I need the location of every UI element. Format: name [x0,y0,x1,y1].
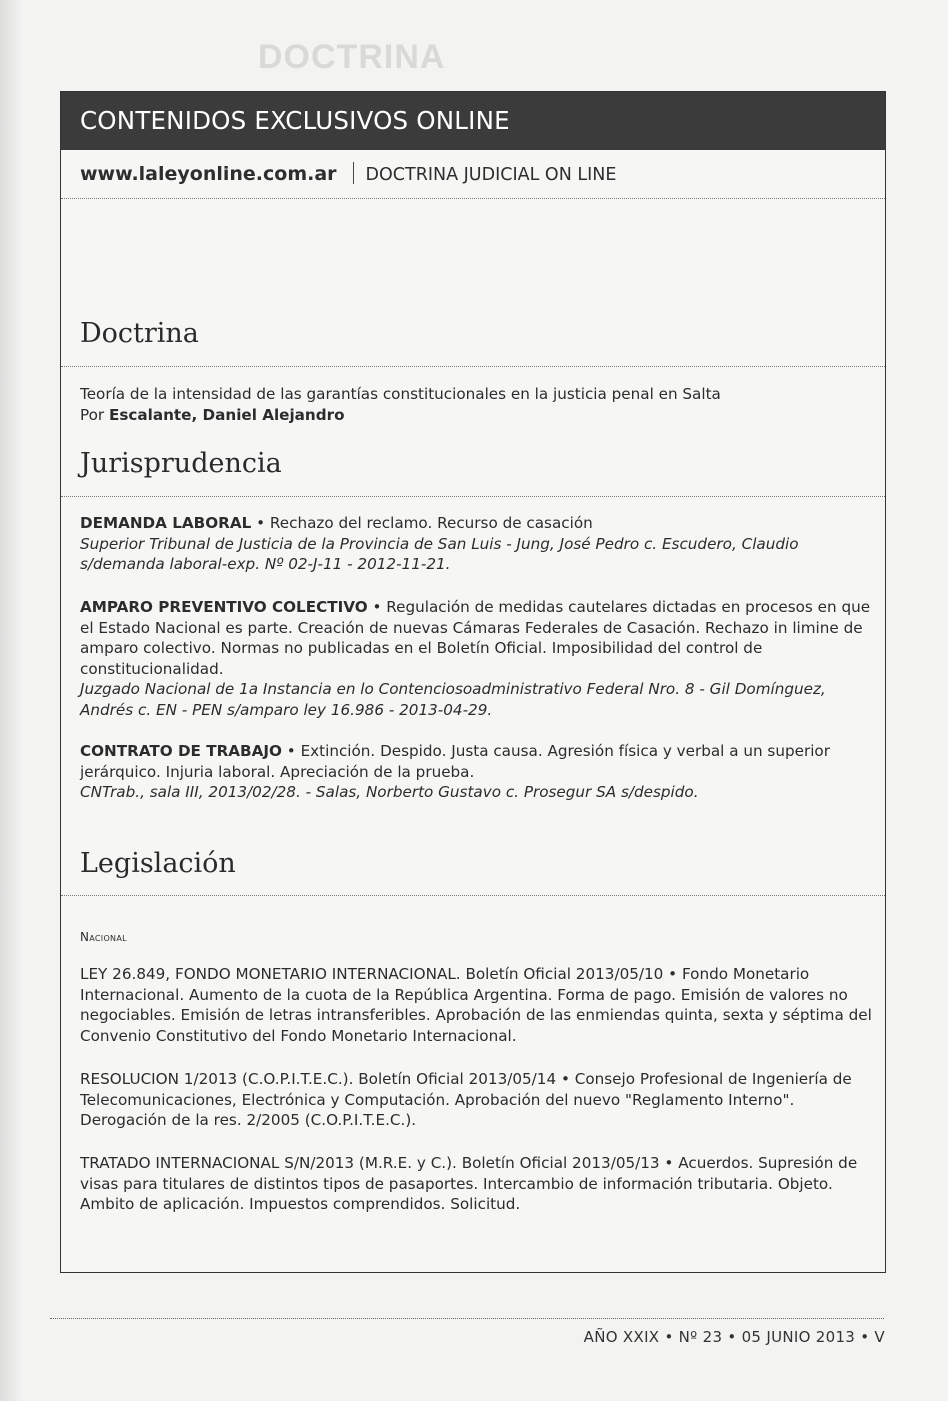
legislacion-scope: Nacional [80,930,127,944]
divider [61,496,885,497]
box-header: CONTENIDOS EXCLUSIVOS ONLINE [61,92,885,150]
legislacion-head: TRATADO INTERNACIONAL S/N/2013 (M.R.E. y C.). Boletín Oficial 2013/05/13 [80,1154,660,1172]
jurisprudencia-citation: CNTrab., sala III, 2013/02/28. - Salas, Norberto Gustavo c. Prosegur SA s/despido. [80,783,699,802]
jurisprudencia-summary: Rechazo del reclamo. Recurso de casación [269,514,593,532]
jurisprudencia-keyword: DEMANDA LABORAL [80,514,252,532]
doctrina-author-line [80,405,872,426]
site-url-link[interactable]: www.laleyonline.com.ar [80,163,337,185]
bullet: • [659,1154,679,1172]
section-title-jurisprudencia: Jurisprudencia [80,448,282,479]
author-prefix: Por [80,405,105,424]
doctrina-article [80,384,872,425]
section-title-legislacion: Legislación [80,848,236,879]
jurisprudencia-keyword: AMPARO PREVENTIVO COLECTIVO [80,598,368,616]
legislacion-subheading [80,926,872,948]
doctrina-article-title[interactable]: Teoría de la intensidad de las garantías constitucionales en la justicia penal en Salta [80,385,721,403]
bullet: • [281,742,301,760]
legislacion-item[interactable] [80,964,872,1046]
bullet: • [251,514,270,532]
jurisprudencia-summary: Regulación de medidas cautelares dictadas en procesos en que el Estado Nacional es parte. Creación de nuevas Cámaras Federales de Casación. Rechazo in limine de amparo colectivo. Normas no publicadas en el Boletín Oficial. Imposibilidad del control de constitucionalidad. [80,598,871,678]
legislacion-item[interactable] [80,1069,872,1131]
legislacion-body: Acuerdos. Supresión de visas para titulares de distintos tipos de pasaportes. Intercambio de información tributaria. Objeto. Ambito de aplicación. Impuestos comprendidos. Solicitud. [80,1154,858,1214]
jurisprudencia-item[interactable] [80,741,872,803]
author-name: Escalante, Daniel Alejandro [108,405,345,424]
section-title-doctrina: Doctrina [80,318,199,349]
bullet: • [367,598,387,616]
divider [61,895,885,896]
jurisprudencia-keyword: CONTRATO DE TRABAJO [80,742,282,760]
site-label: DOCTRINA JUDICIAL ON LINE [365,165,617,185]
legislacion-body: Consejo Profesional de Ingeniería de Telecomunicaciones, Electrónica y Computación. Aprobación del nuevo "Reglamento Interno". Derogación de la res. 2/2005 (C.O.P.I.T.E.C.). [80,1070,852,1130]
legislacion-head: LEY 26.849, FONDO MONETARIO INTERNACIONAL. Boletín Oficial 2013/05/10 [80,965,664,983]
jurisprudencia-citation: Juzgado Nacional de 1a Instancia en lo Contenciosoadministrativo Federal Nro. 8 - Gil Domínguez, Andrés c. EN - PEN s/amparo ley 16.986 - 2013-04-29. [80,680,826,719]
jurisprudencia-item[interactable] [80,513,872,575]
page-footer: AÑO XXIX • Nº 23 • 05 JUNIO 2013 • V [583,1328,885,1346]
legislacion-body: Fondo Monetario Internacional. Aumento de la cuota de la República Argentina. Forma de pago. Emisión de valores no negociables. Emisión de letras intransferibles. Aprobación de las enmiendas quinta, sexta y séptima del Convenio Constitutivo del Fondo Monetario Internacional. [80,965,872,1045]
bullet: • [663,965,682,983]
legislacion-item[interactable] [80,1153,872,1215]
separator [353,162,354,184]
divider [61,366,885,367]
footer-divider [50,1318,884,1319]
site-line [61,150,885,199]
jurisprudencia-item[interactable] [80,597,872,721]
page-shadow [0,0,22,1401]
jurisprudencia-summary: Extinción. Despido. Justa causa. Agresión física y verbal a un superior jerárquico. Injuria laboral. Apreciación de la prueba. [80,742,830,781]
jurisprudencia-citation: Superior Tribunal de Justicia de la Provincia de San Luis - Jung, José Pedro c. Escudero, Claudio s/demanda laboral-exp. Nº 02-J-11 - 2012-11-21. [80,534,799,574]
bullet: • [556,1070,575,1088]
background-ghost-heading: DOCTRINA [258,38,446,76]
legislacion-head: RESOLUCION 1/2013 (C.O.P.I.T.E.C.). Boletín Oficial 2013/05/14 [80,1070,557,1088]
exclusive-content-box [60,91,886,1273]
